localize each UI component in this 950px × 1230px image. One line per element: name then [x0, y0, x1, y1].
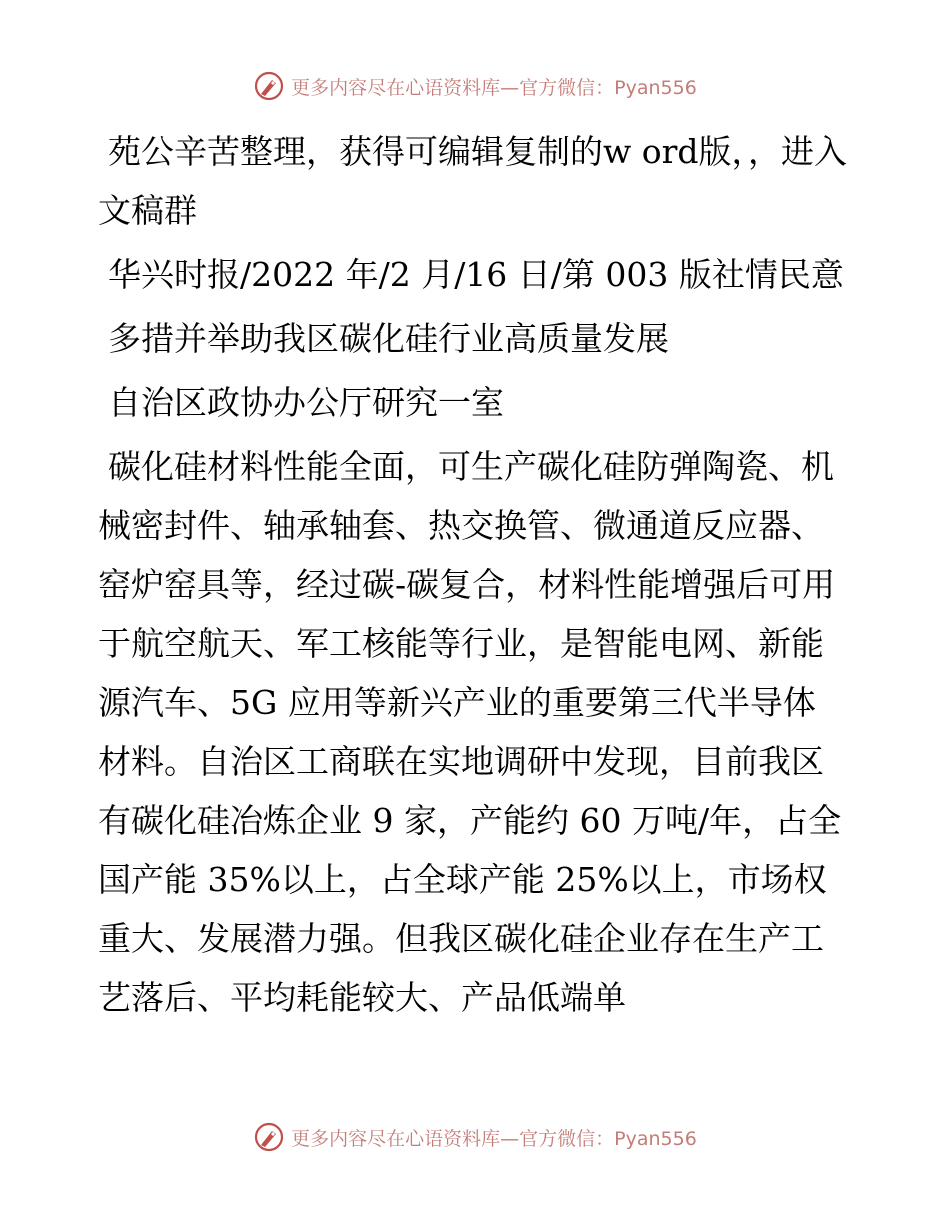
pen-nib-logo-icon: [253, 70, 285, 102]
article-author: 自治区政协办公厅研究一室: [108, 383, 504, 422]
intro-paragraph: 苑公辛苦整理，获得可编辑复制的w ord版，，进入文稿群: [98, 132, 848, 230]
header-watermark: [0, 70, 950, 102]
watermark-text: 更多内容尽在心语资料库—官方微信：Pyan556: [291, 76, 697, 99]
footer-watermark: [0, 1121, 950, 1153]
source-line: 华兴时报/2022 年/2 月/16 日/第 003 版社情民意: [108, 255, 844, 294]
article-title: 多措并举助我区碳化硅行业高质量发展: [108, 319, 669, 358]
document-body: [98, 122, 848, 1027]
pen-nib-logo-icon: [253, 1121, 285, 1153]
body-paragraph: 碳化硅材料性能全面，可生产碳化硅防弹陶瓷、机械密封件、轴承轴套、热交换管、微通道反应器、窑炉窑具等，经过碳-碳复合，材料性能增强后可用于航空航天、军工核能等行业，是智能电网、新能源汽车、5G 应用等新兴产业的重要第三代半导体材料。自治区工商联在实地调研中发现，目前我区有碳化硅冶炼企业 9 家，产能约 60 万吨/年，占全国产能 35%以上，占全球产能 25%以上，市场权重大、发展潜力强。但我区碳化硅企业存在生产工艺落后、平均耗能较大、产品低端单: [98, 447, 842, 1017]
watermark-text: 更多内容尽在心语资料库—官方微信：Pyan556: [291, 1127, 697, 1150]
